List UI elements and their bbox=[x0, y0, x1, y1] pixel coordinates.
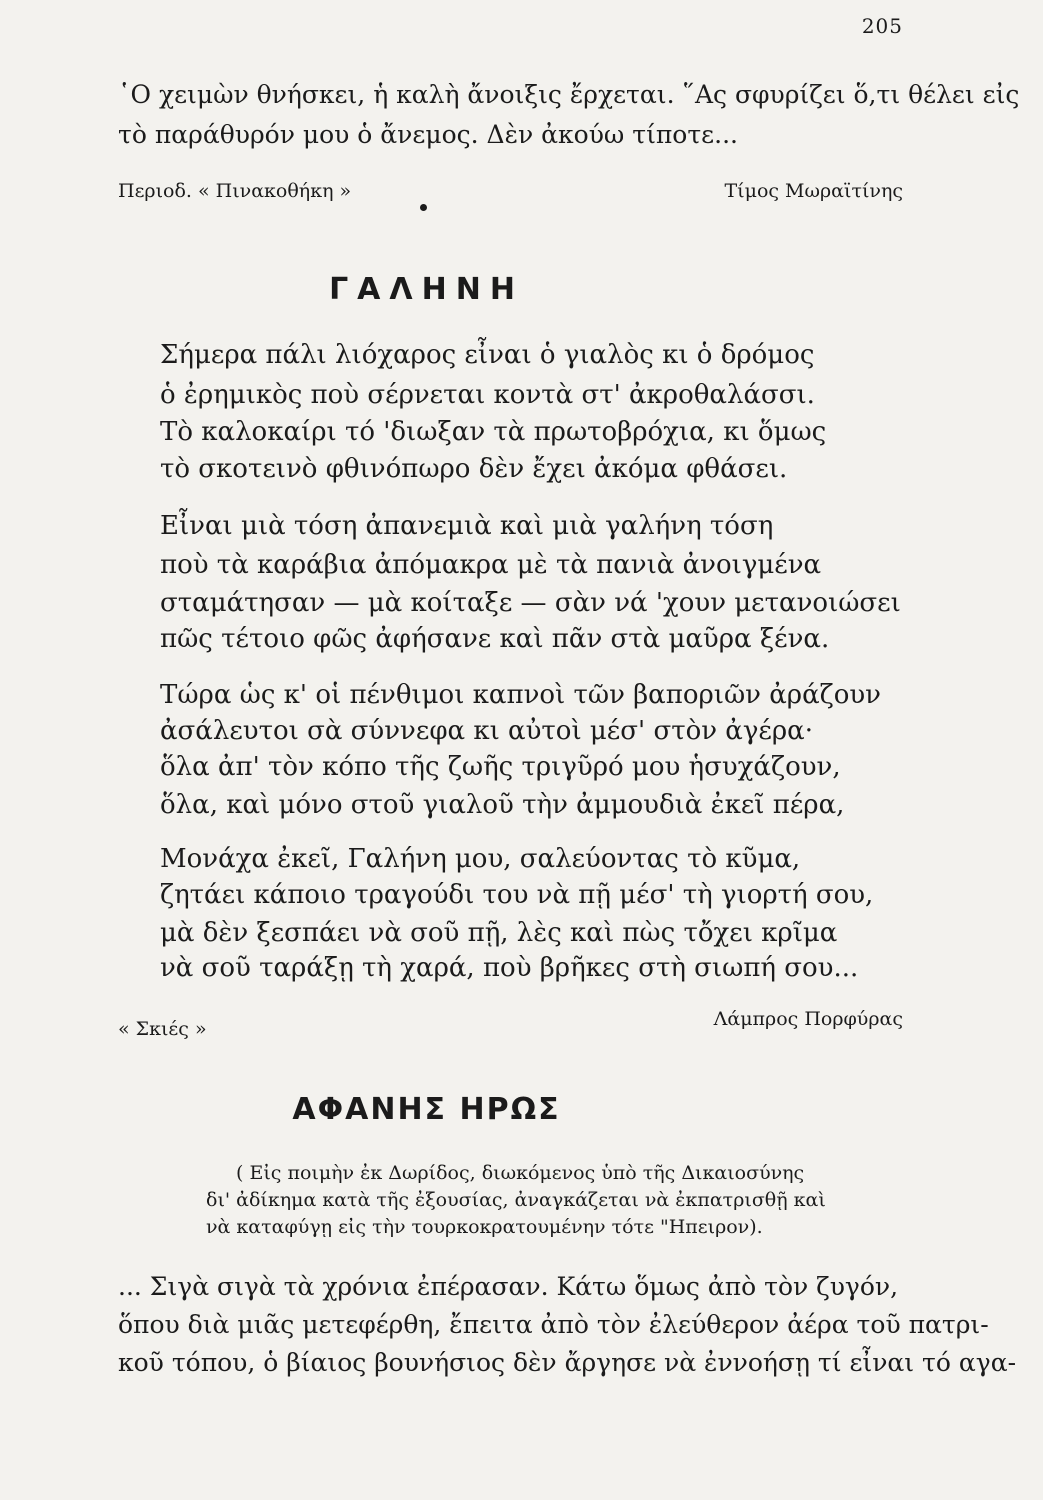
note-line: νὰ καταφύγῃ εἰς τὴν τουρκοκρατουμένην τότε "Ηπειρον). bbox=[206, 1216, 763, 1238]
verse-line: τὸ σκοτεινὸ φθινόπωρο δὲν ἔχει ἀκόμα φθάσει. bbox=[160, 454, 788, 484]
poem-source: « Σκιές » bbox=[118, 1018, 207, 1040]
verse-line: Τώρα ὡς κ' οἱ πένθιμοι καπνοὶ τῶν βαποριῶν ἀράζουν bbox=[160, 680, 881, 710]
verse-line: ζητάει κάποιο τραγούδι του νὰ πῇ μέσ' τὴ γιορτή σου, bbox=[160, 880, 874, 910]
separator-dot bbox=[420, 204, 427, 211]
verse-line: πῶς τέτοιο φῶς ἀφήσανε καὶ πᾶν στὰ μαῦρα ξένα. bbox=[160, 624, 830, 654]
poem-author: Λάμπρος Πορφύρας bbox=[713, 1008, 903, 1030]
body-line: κοῦ τόπου, ὁ βίαιος βουνήσιος δὲν ἄργησε νὰ ἐννοήσῃ τί εἶναι τό αγα- bbox=[118, 1348, 1017, 1377]
body-line: ... Σιγὰ σιγὰ τὰ χρόνια ἐπέρασαν. Κάτω ὅμως ἀπὸ τὸν ζυγόν, bbox=[118, 1272, 899, 1301]
opening-line: τὸ παράθυρόν μου ὁ ἄνεμος. Δὲν ἀκούω τίποτε... bbox=[118, 120, 738, 149]
section-title: ΑΦΑΝΗΣ ΗΡΩΣ bbox=[292, 1092, 561, 1127]
verse-line: Σήμερα πάλι λιόχαρος εἶναι ὁ γιαλὸς κι ὁ δρόμος bbox=[160, 340, 815, 370]
verse-line: ἀσάλευτοι σὰ σύννεφα κι αὐτοὶ μέσ' στὸν ἀγέρα· bbox=[160, 716, 813, 746]
body-line: ὅπου διὰ μιᾶς μετεφέρθη, ἔπειτα ἀπὸ τὸν ἐλεύθερον ἀέρα τοῦ πατρι- bbox=[118, 1310, 989, 1339]
verse-line: ὁ ἐρημικὸς ποὺ σέρνεται κοντὰ στ' ἀκροθαλάσσι. bbox=[160, 380, 815, 410]
opening-author: Τίμος Μωραϊτίνης bbox=[724, 180, 903, 202]
poem-title: ΓΑΛΗΝΗ bbox=[329, 272, 524, 307]
verse-line: Μονάχα ἐκεῖ, Γαλήνη μου, σαλεύοντας τὸ κῦμα, bbox=[160, 844, 801, 874]
opening-source: Περιοδ. « Πινακοθήκη » bbox=[118, 180, 352, 202]
verse-line: Τὸ καλοκαίρι τό 'διωξαν τὰ πρωτοβρόχια, κι ὅμως bbox=[160, 417, 827, 447]
verse-line: ὅλα ἀπ' τὸν κόπο τῆς ζωῆς τριγῦρό μου ἡσυχάζουν, bbox=[160, 752, 841, 782]
note-line: δι' ἀδίκημα κατὰ τῆς ἐξουσίας, ἀναγκάζεται νὰ ἐκπατρισθῇ καὶ bbox=[206, 1189, 826, 1211]
opening-line: ῾Ο χειμὼν θνήσκει, ἡ καλὴ ἄνοιξις ἔρχεται. ῞Ας σφυρίζει ὅ,τι θέλει εἰς bbox=[118, 80, 1020, 109]
verse-line: ὅλα, καὶ μόνο στοῦ γιαλοῦ τὴν ἀμμουδιὰ ἐκεῖ πέρα, bbox=[160, 790, 845, 820]
note-line: ( Εἰς ποιμὴν ἐκ Δωρίδος, διωκόμενος ὑπὸ τῆς Δικαιοσύνης bbox=[236, 1162, 805, 1184]
page-number: 205 bbox=[861, 14, 903, 38]
verse-line: σταμάτησαν — μὰ κοίταξε — σὰν νά 'χουν μετανοιώσει bbox=[160, 588, 901, 618]
verse-line: νὰ σοῦ ταράξῃ τὴ χαρά, ποὺ βρῆκες στὴ σιωπή σου... bbox=[160, 953, 859, 983]
verse-line: Εἶναι μιὰ τόση ἀπανεμιὰ καὶ μιὰ γαλήνη τόση bbox=[160, 511, 774, 541]
verse-line: ποὺ τὰ καράβια ἀπόμακρα μὲ τὰ πανιὰ ἀνοιγμένα bbox=[160, 550, 822, 580]
verse-line: μὰ δὲν ξεσπάει νὰ σοῦ πῇ, λὲς καὶ πὼς τὄχει κρῖμα bbox=[160, 918, 838, 948]
